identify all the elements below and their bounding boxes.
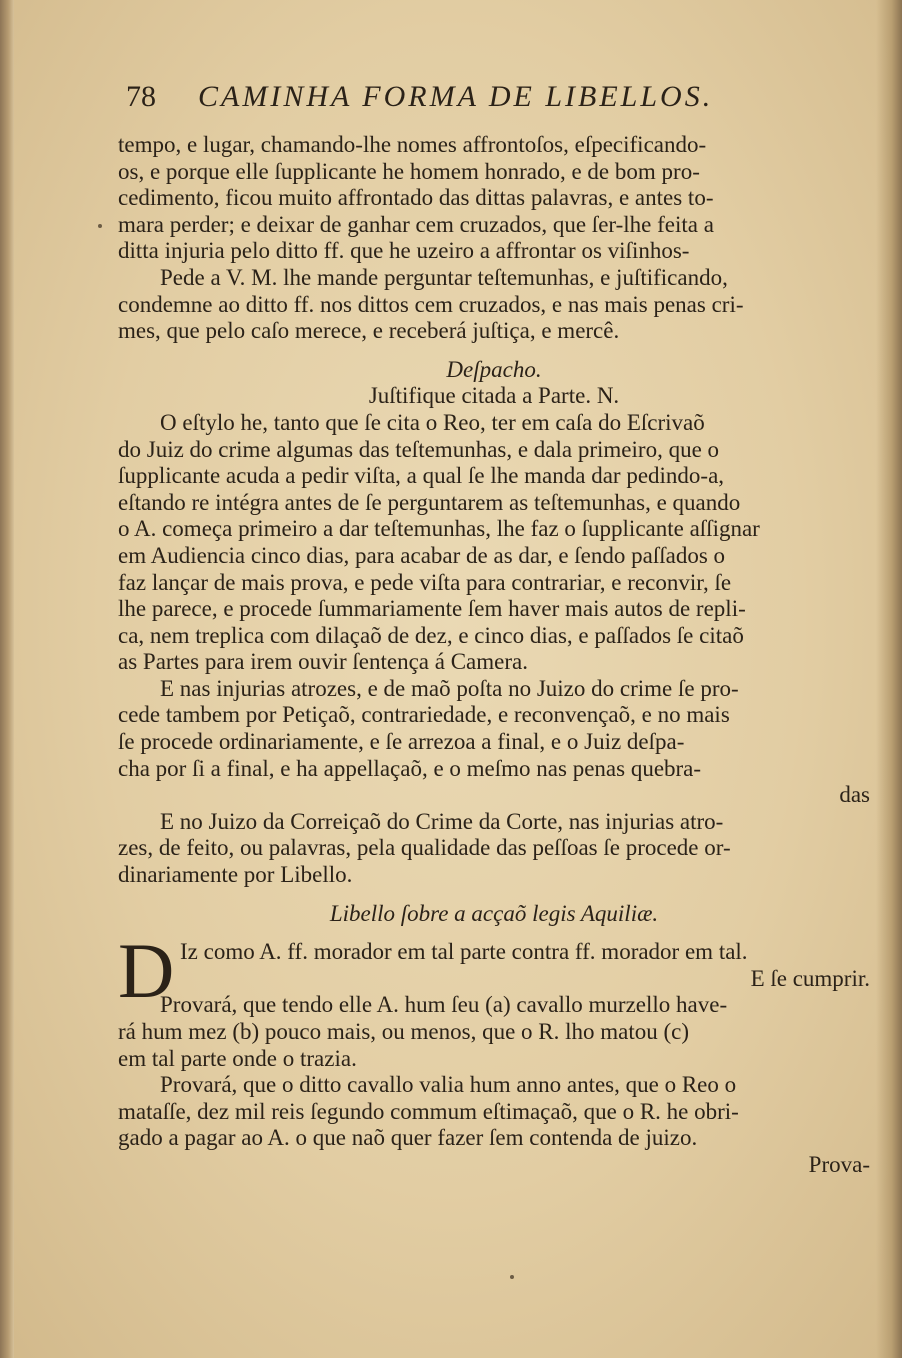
body-text [118,132,870,1179]
text-line: ſe procede ordinariamente, e ſe arrezoa a final, e o Juiz deſpa- [118,729,685,755]
text-line: gado a pagar ao A. o que naõ quer fazer ſem contenda de juizo. [118,1125,698,1151]
text-line: em tal parte onde o trazia. [118,1045,357,1071]
text-line: Iz como A. ff. morador em tal parte contra ff. morador em tal. [180,939,748,965]
text-line: eſtando re intégra antes de ſe perguntarem as teſtemunhas, e quando [118,489,741,515]
text-line: ca, nem treplica com dilaçaõ de dez, e cinco dias, e paſſados ſe citaõ [118,622,744,648]
page-edge [876,0,902,1358]
text-line: as Partes para irem ouvir ſentença á Camera. [118,649,528,675]
text-line: tempo, e lugar, chamando-lhe nomes affrontoſos, eſpecificando- [118,132,707,157]
text-line: Pede a V. M. lhe mande perguntar teſtemunhas, e juſtificando, [160,264,728,290]
text-line: E no Juizo da Correiçaõ do Crime da Corte, nas injurias atro- [160,808,724,834]
text-line: faz lançar de mais prova, e pede viſta para contrariar, e reconvir, ſe [118,569,732,595]
text-line: rá hum mez (b) pouco mais, ou menos, que o R. lho matou (c) [118,1019,690,1044]
paper-speck [98,224,102,228]
paper-speck [510,1275,514,1279]
text-line: em Audiencia cinco dias, para acabar de as dar, e ſendo paſſados o [118,542,726,568]
text-line: cha por ſi a final, e ha appellaçaõ, e o meſmo nas penas quebra- [118,755,702,781]
text-line: cede tambem por Petiçaõ, contrariedade, e reconvençaõ, e no mais [118,702,730,728]
text-line: o A. começa primeiro a dar teſtemunhas, lhe faz o ſupplicante aſſignar [118,516,760,542]
running-head: CAMINHA FORMA DE LIBELLOS. [198,80,714,113]
text-line: cedimento, ficou muito affrontado das dittas palavras, e antes to- [118,185,714,211]
text-line: ſupplicante acuda a pedir viſta, a qual ſe lhe manda dar pedindo-a, [118,463,725,489]
text-line: os, e porque elle ſupplicante he homem honrado, e de bom pro- [118,158,700,184]
spacer [118,889,870,901]
text-line: ditta injuria pelo ditto ff. que he uzeiro a affrontar os viſinhos- [118,238,690,264]
text-line: E nas injurias atrozes, e de maõ poſta no Juizo do crime ſe pro- [160,675,739,701]
text-line: lhe parece, e procede ſummariamente ſem haver mais autos de repli- [118,596,746,622]
libello-heading: Libello ſobre a acçaõ legis Aquiliæ. [329,900,659,926]
drop-cap: D [118,927,175,1015]
page-header [118,70,870,132]
text-block [118,70,870,1179]
text-line: mataſſe, dez mil reis ſegundo commum eſtimaçaõ, que o R. he obri- [118,1098,739,1124]
text-line: do Juiz do crime algumas das teſtemunhas, e dala primeiro, que o [118,436,720,462]
text-line: das [839,782,870,808]
page-number: 78 [126,80,156,113]
catchword: Prova- [808,1151,870,1177]
text-line: zes, de feito, ou palavras, pela qualidade das peſſoas ſe procede or- [118,835,731,861]
text-line: condemne ao ditto ff. nos dittos cem cruzados, e nas mais penas cri- [118,291,744,317]
book-spine [0,0,14,1358]
text-line: E ſe cumprir. [750,965,870,991]
spacer [118,345,870,357]
despacho-heading: Deſpacho. [446,356,542,382]
text-line: dinariamente por Libello. [118,862,353,888]
text-line: mara perder; e deixar de ganhar cem cruzados, que ſer-lhe feita a [118,211,714,237]
spacer [118,927,870,939]
text-line: Provará, que o ditto cavallo valia hum anno antes, que o Reo o [160,1072,737,1098]
text-line: O eſtylo he, tanto que ſe cita o Reo, ter em caſa do Eſcrivaõ [160,409,705,435]
text-line: mes, que pelo caſo merece, e receberá juſtiça, e mercê. [118,318,620,344]
text-line: Provará, que tendo elle A. hum ſeu (a) cavallo murzello have- [160,992,728,1018]
despacho-line: Juſtifique citada a Parte. N. [368,383,620,409]
